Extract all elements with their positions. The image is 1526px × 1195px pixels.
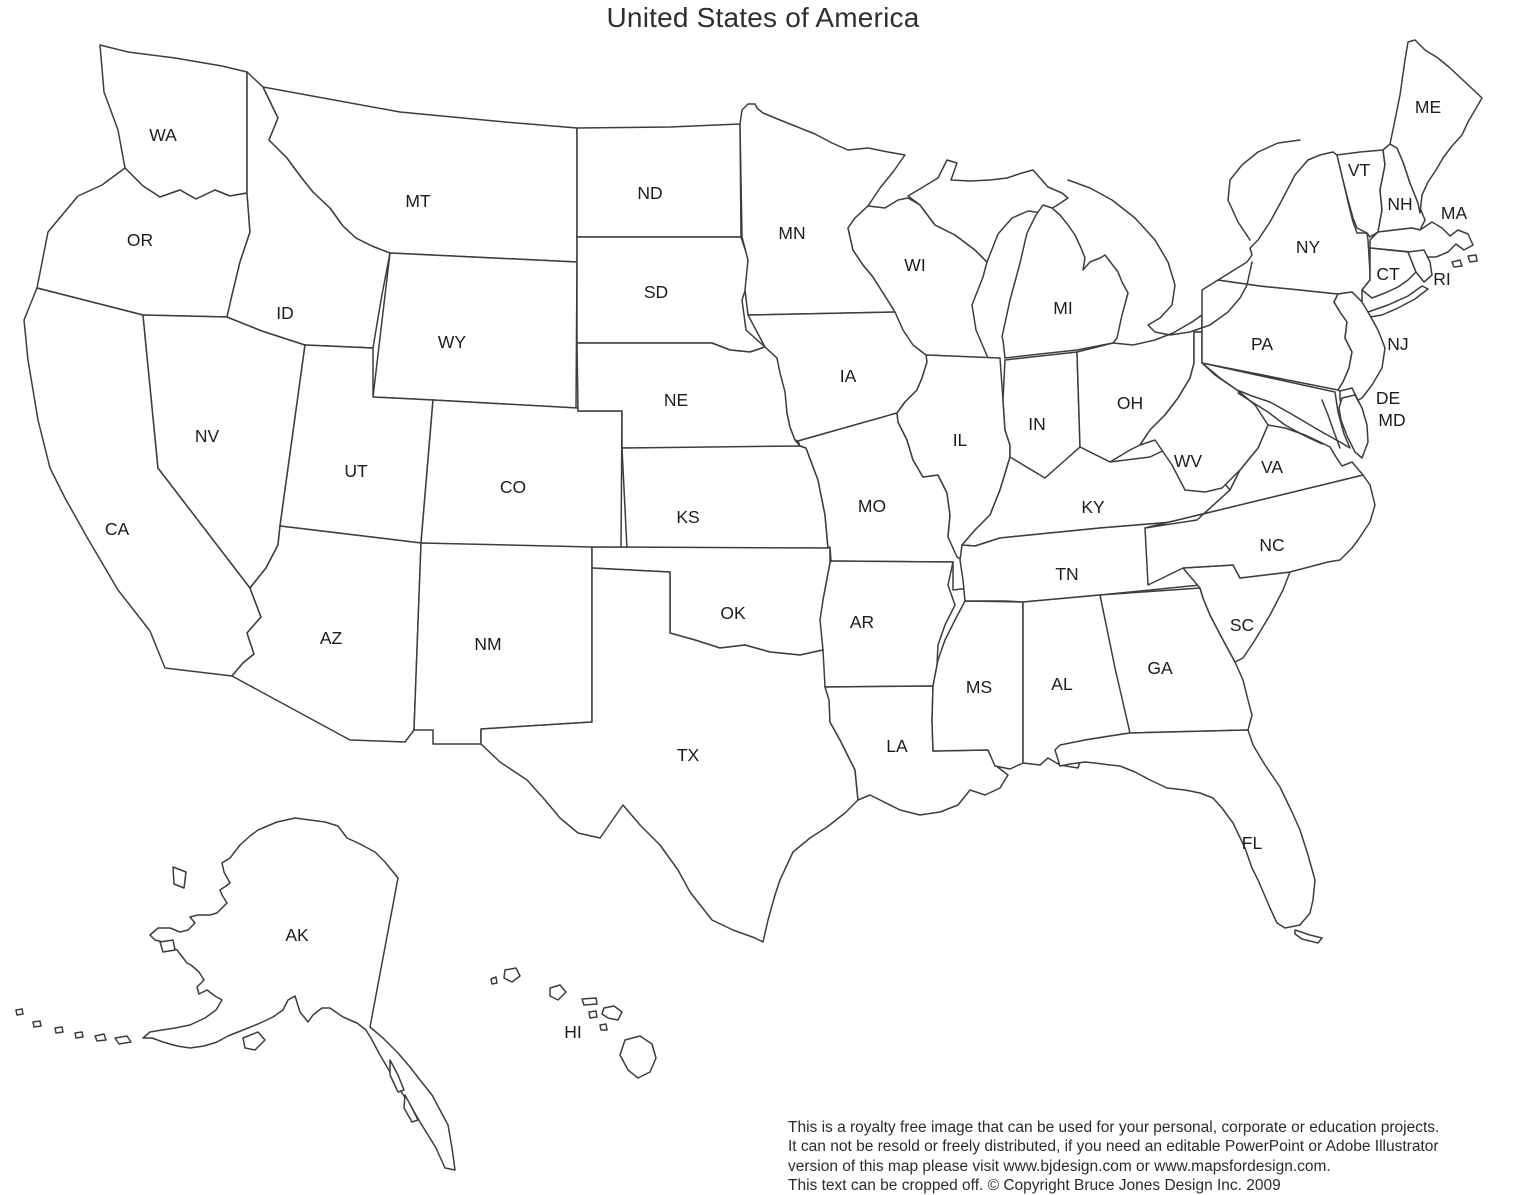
copyright-line-4: This text can be cropped off. © Copyright Bruce Jones Design Inc. 2009 [788, 1176, 1281, 1194]
state-label-nd: ND [637, 183, 663, 203]
state-shape-hi [589, 1011, 597, 1018]
state-label-pa: PA [1250, 334, 1274, 354]
copyright-text [788, 1118, 1526, 1195]
state-shape-ak [55, 1027, 63, 1033]
state-label-mt: MT [405, 191, 431, 211]
copyright-line-3: version of this map please visit www.bjdesign.com or www.mapsfordesign.com. [788, 1157, 1331, 1175]
state-label-ia: IA [839, 366, 857, 386]
states-group [16, 40, 1482, 1170]
state-label-ne: NE [663, 390, 689, 410]
state-label-mn: MN [778, 223, 806, 243]
state-label-ak: AK [285, 925, 309, 945]
copyright-line-2: It can not be resold or freely distributed, if you need an editable PowerPoint or Adobe Illustrator [788, 1138, 1439, 1156]
state-shape-hi [504, 968, 520, 982]
state-label-ri: RI [1433, 269, 1451, 289]
state-shape-hi [491, 977, 497, 984]
state-label-ga: GA [1147, 658, 1173, 678]
state-shape-ak [243, 1032, 265, 1050]
state-shape-sd [577, 237, 765, 352]
state-label-tx: TX [676, 745, 700, 765]
page-title: United States of America [606, 2, 920, 33]
state-shape-ak [160, 940, 175, 952]
state-label-wv: WV [1173, 451, 1203, 471]
state-label-sc: SC [1229, 615, 1255, 635]
state-shape-hi [582, 998, 597, 1005]
state-label-nh: NH [1387, 194, 1413, 214]
state-label-il: IL [952, 430, 968, 450]
state-label-nv: NV [194, 426, 220, 446]
copyright-line-1: This is a royalty free image that can be used for your personal, corporate or education projects. [788, 1119, 1440, 1136]
state-label-ma: MA [1440, 203, 1468, 223]
state-label-mo: MO [857, 496, 887, 516]
state-label-me: ME [1414, 97, 1442, 117]
state-label-ca: CA [104, 519, 130, 539]
state-shape-hi [600, 1024, 607, 1030]
state-shape-ma [1452, 260, 1462, 267]
state-label-mi: MI [1053, 298, 1073, 318]
state-shape-ak [173, 867, 186, 888]
state-shape-ar [820, 561, 955, 687]
state-label-md: MD [1378, 410, 1406, 430]
state-shape-ks [622, 446, 828, 549]
state-label-ms: MS [965, 677, 993, 697]
state-label-ok: OK [720, 603, 746, 623]
state-label-nj: NJ [1387, 334, 1409, 354]
state-shape-ak [16, 1009, 23, 1015]
state-shape-mi [1002, 205, 1128, 358]
state-shape-hi [550, 985, 566, 1000]
state-label-de: DE [1375, 388, 1401, 408]
state-label-nc: NC [1259, 535, 1285, 555]
state-label-nm: NM [474, 634, 502, 654]
state-label-ky: KY [1081, 497, 1105, 517]
state-shape-ak [75, 1032, 83, 1038]
state-shape-nm [414, 543, 592, 744]
state-shape-hi [620, 1036, 656, 1078]
state-shape-wy [373, 253, 577, 408]
state-shape-md [1339, 395, 1368, 458]
state-label-oh: OH [1116, 393, 1144, 413]
state-label-la: LA [886, 736, 908, 756]
state-label-or: OR [126, 230, 154, 250]
state-label-fl: FL [1241, 833, 1263, 853]
state-label-ny: NY [1295, 237, 1321, 257]
state-label-wa: WA [149, 125, 177, 145]
state-label-tn: TN [1055, 564, 1079, 584]
state-label-ct: CT [1376, 264, 1400, 284]
state-label-ks: KS [676, 507, 700, 527]
state-shape-fl [1055, 730, 1315, 928]
state-label-in: IN [1028, 414, 1046, 434]
state-shape-nd [577, 124, 741, 237]
state-shape-hi [602, 1006, 622, 1020]
state-label-va: VA [1260, 457, 1284, 477]
state-label-ut: UT [344, 461, 368, 481]
state-shape-co [421, 400, 622, 550]
state-shape-ak [115, 1036, 131, 1044]
state-shape-ak [33, 1021, 41, 1027]
state-shape-ak [143, 818, 455, 1170]
state-label-wy: WY [437, 332, 467, 352]
state-label-sd: SD [643, 282, 669, 302]
state-label-vt: VT [1347, 160, 1371, 180]
state-label-co: CO [499, 477, 527, 497]
state-label-az: AZ [319, 628, 343, 648]
state-label-hi: HI [564, 1022, 582, 1042]
state-label-wi: WI [904, 255, 926, 275]
state-label-al: AL [1051, 674, 1073, 694]
state-label-ar: AR [849, 612, 875, 632]
state-shape-ma [1468, 255, 1477, 262]
state-shape-ak [95, 1034, 106, 1041]
state-shape-fl [1295, 930, 1322, 943]
state-label-id: ID [276, 303, 294, 323]
